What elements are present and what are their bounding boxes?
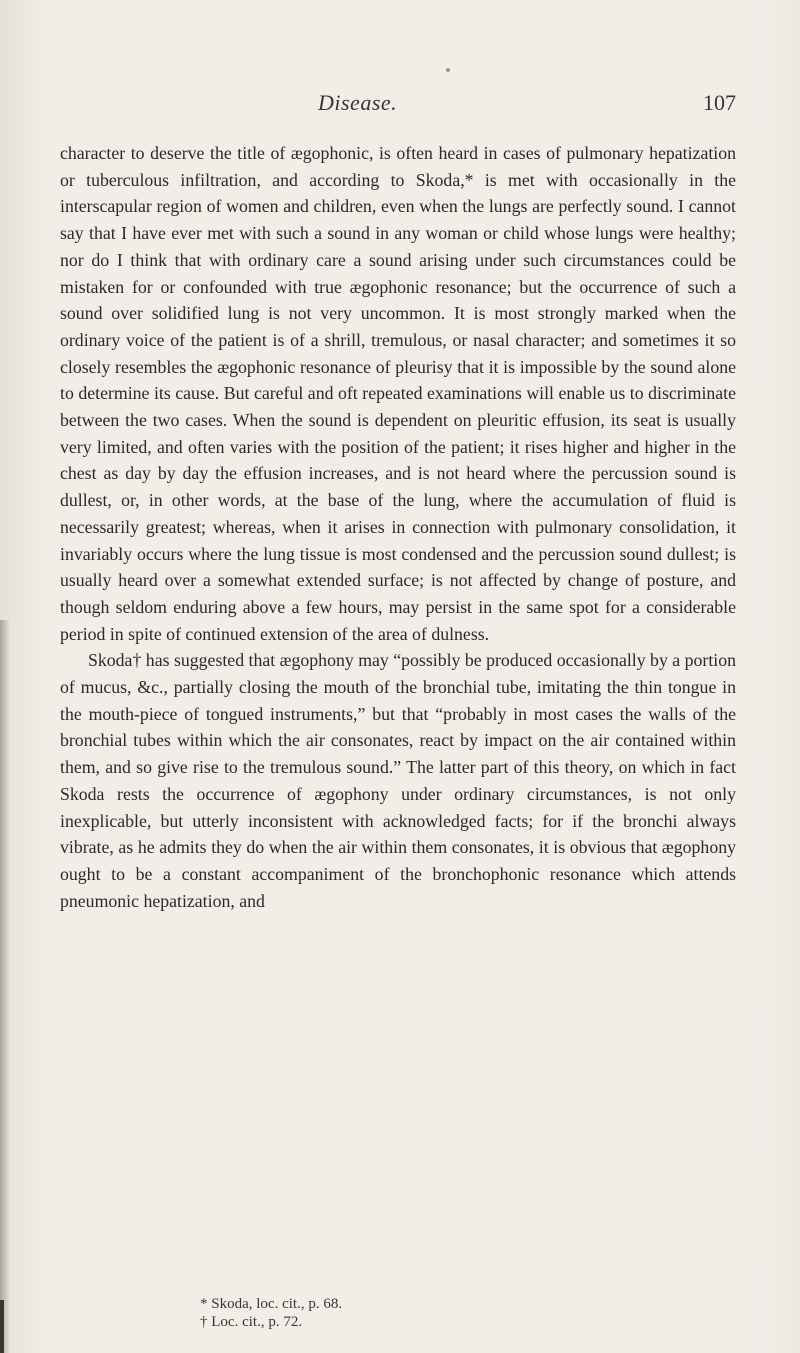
paragraph-1: character to deserve the title of ægophonic, is often heard in cases of pulmonary hepatization or tuberculous infiltration, and according to Skoda,* is met with occasionally in the interscapular region of women and children, even when the lungs are perfectly sound. I cannot say that I have ever met with such a sound in any woman or child whose lungs were healthy; nor do I think that with ordinary care a sound arising under such circumstances could be mistaken for or confounded with true ægophonic resonance; but the occurrence of such a sound over solidified lung is not very uncommon. It is most strongly marked when the ordinary voice of the patient is of a shrill, tremulous, or nasal character; and sometimes it so closely resembles the ægophonic resonance of pleurisy that it is impossible by the sound alone to determine its cause. But careful and oft repeated examinations will enable us to discriminate between the two cases. When the sound is dependent on pleuritic effusion, its seat is usually very limited, and often varies with the position of the patient; it rises higher and higher in the chest as day by day the effusion increases, and is not heard where the percussion sound is dullest, or, in other words, at the base of the lung, where the accumulation of fluid is necessarily greatest; whereas, when it arises in connection with pulmonary consolidation, it invariably occurs where the lung tissue is most condensed and the percussion sound dullest; is usually heard over a somewhat extended surface; is not affected by change of posture, and though seldom enduring above a few hours, may persist in the same spot for a considerable period in spite of continued extension of the area of dulness. [60, 143, 736, 644]
paragraph-2: Skoda† has suggested that ægophony may “possibly be produced occasionally by a portion of mucus, &c., partially closing the mouth of the bronchial tube, imitating the thin tongue in the mouth-piece of tongued instruments,” but that “probably in most cases the walls of the bronchial tubes within which the air consonates, react by impact on the air contained within them, and so give rise to the tremulous sound.” The latter part of this theory, on which in fact Skoda rests the occurrence of ægophony under ordinary circumstances, is not only inexplicable, but utterly inconsistent with acknowledged facts; for if the bronchi always vibrate, as he admits they do when the air within them consonates, it is obvious that ægophony ought to be a constant accompaniment of the bronchophonic resonance which attends pneumonic hepatization, and [60, 650, 736, 911]
running-title: Disease. [318, 90, 398, 115]
paper-speck [446, 68, 450, 72]
footnotes [200, 1295, 620, 1331]
binding-shadow [0, 620, 10, 1353]
body-text [60, 140, 736, 914]
footnote-1: * Skoda, loc. cit., p. 68. [200, 1296, 343, 1312]
page-header [60, 90, 736, 120]
footnote-2: † Loc. cit., p. 72. [200, 1314, 303, 1330]
page-edge [0, 1300, 4, 1353]
page-number: 107 [703, 90, 736, 115]
